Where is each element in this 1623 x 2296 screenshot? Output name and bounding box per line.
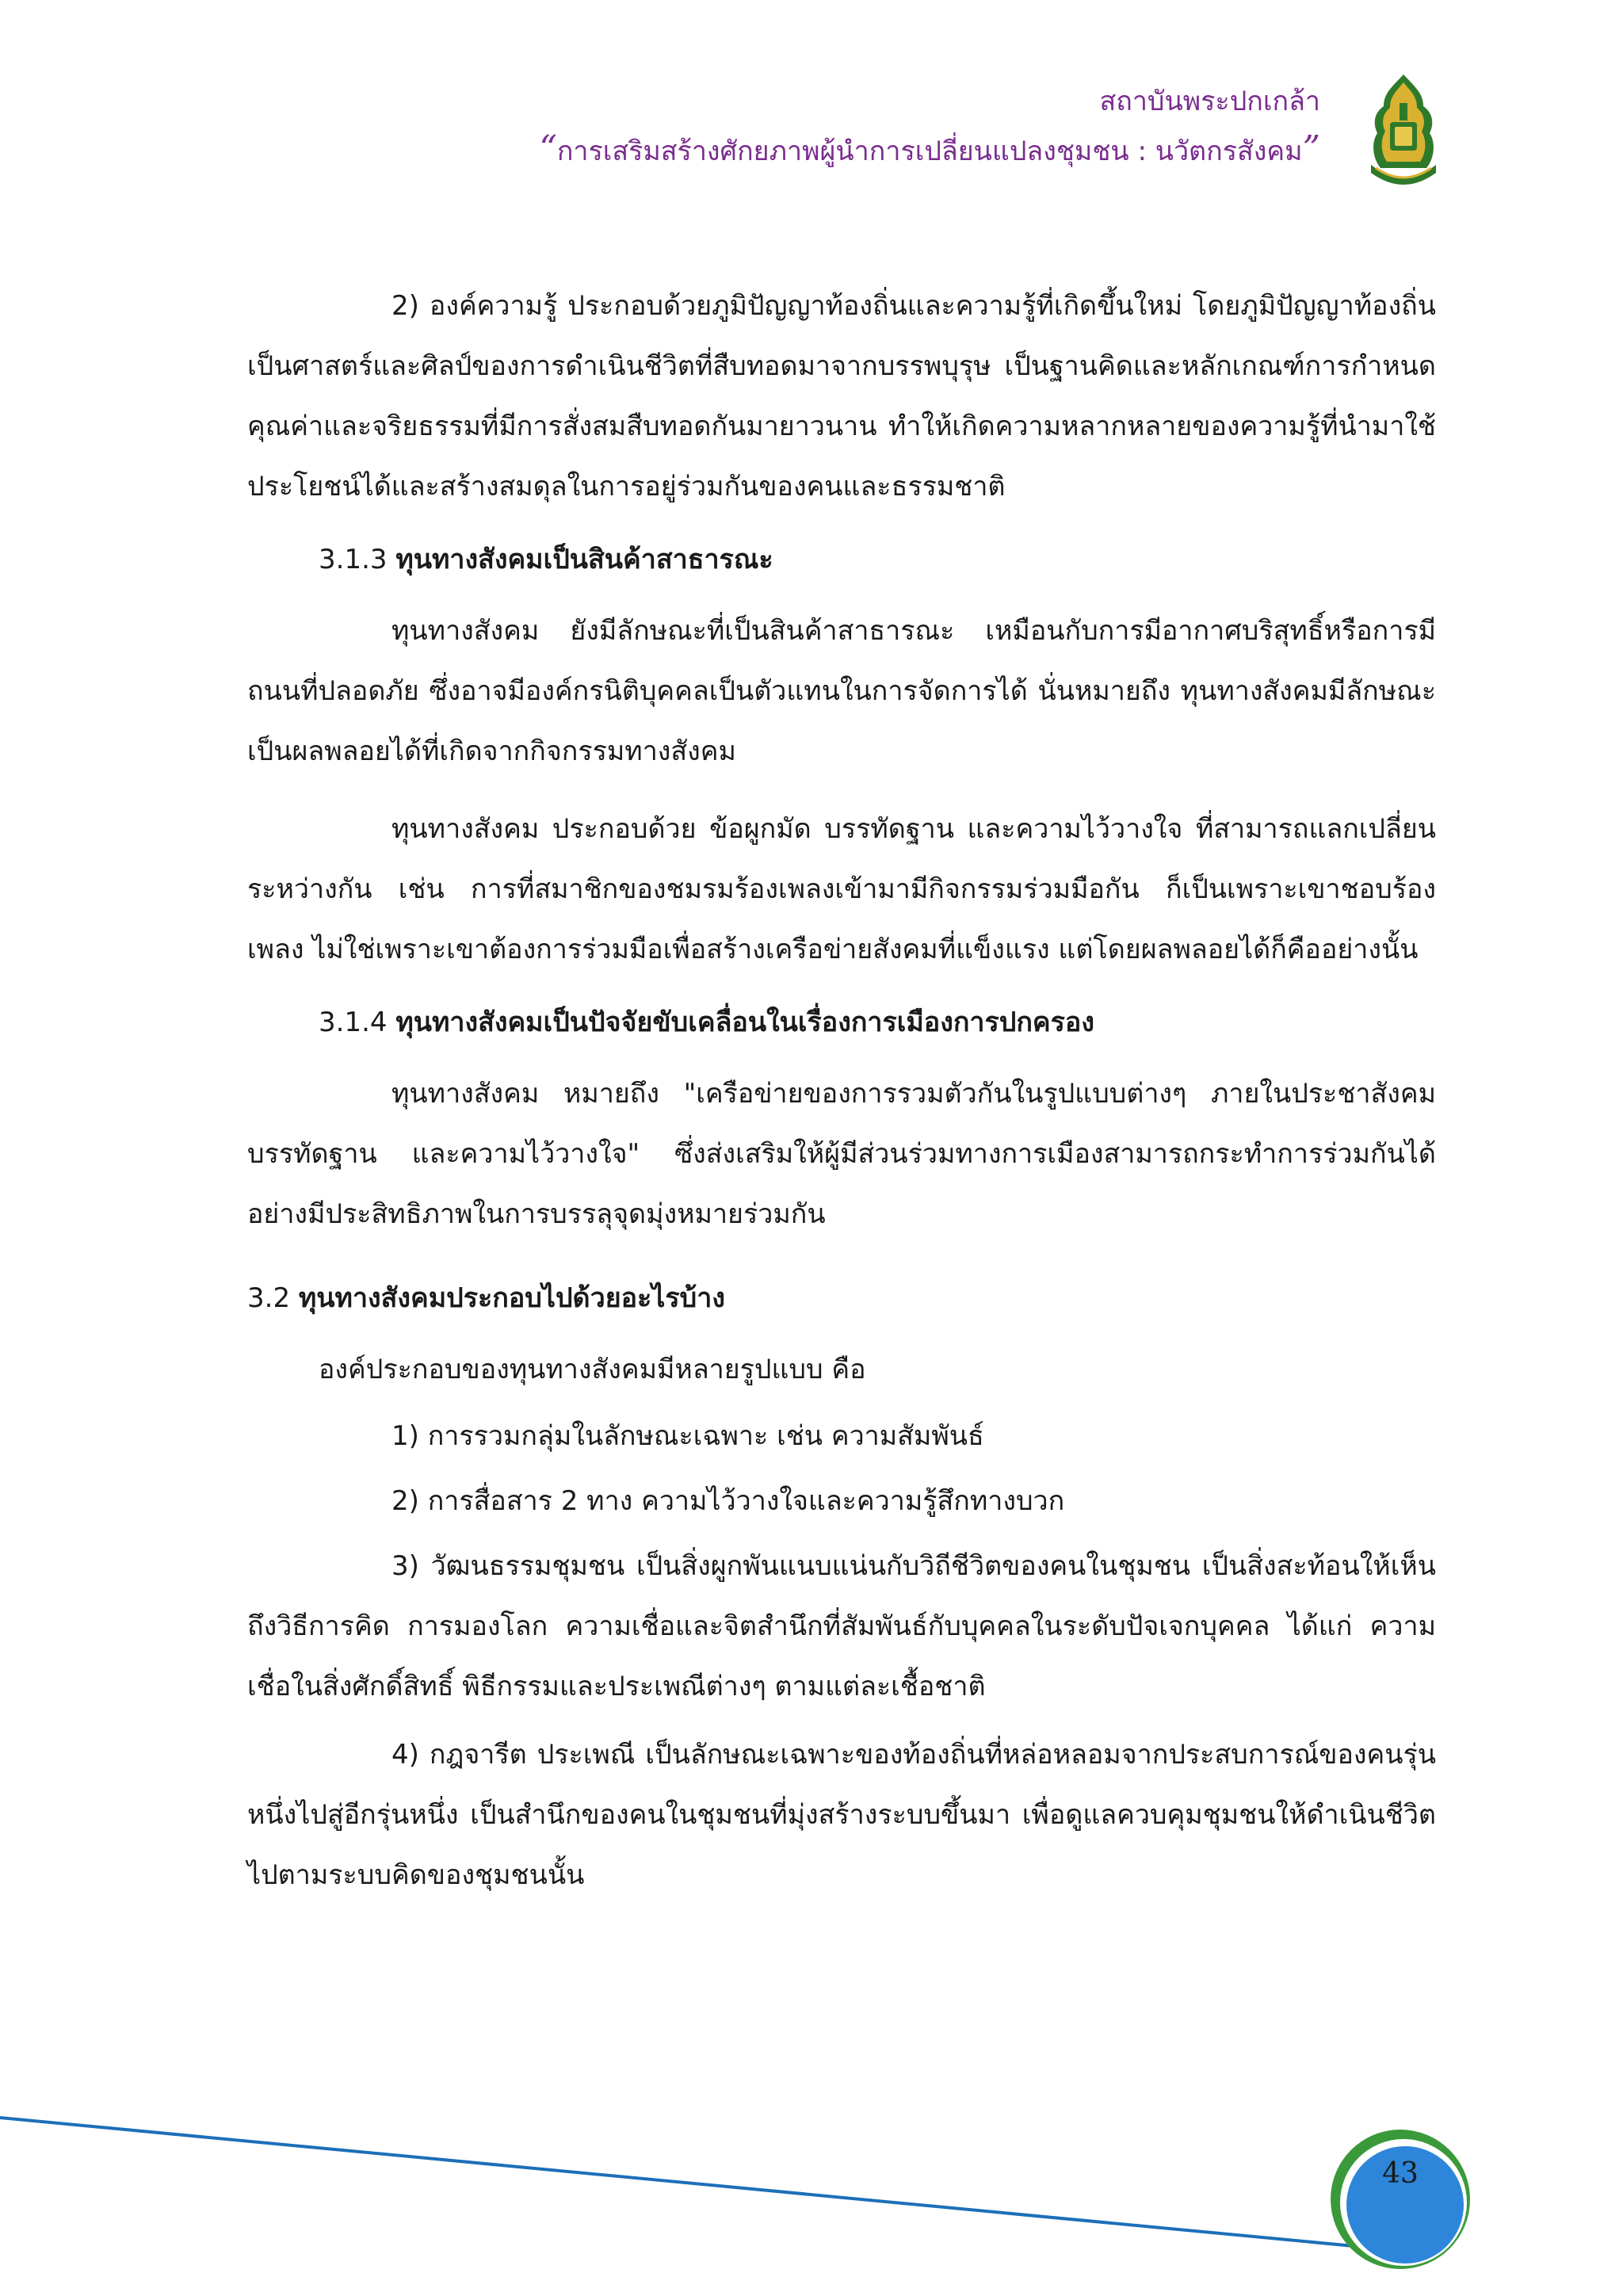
document-title-text: การเสริมสร้างศักยภาพผู้นำการเปลี่ยนแปลงชุมชน : นวัตกรสังคม [556,136,1303,167]
close-quote: ” [1302,128,1320,169]
document-title [539,128,1320,172]
heading-3-1-4 [319,992,1436,1052]
institute-seal-icon [1360,71,1447,190]
heading-3-2-number: 3.2 [247,1282,291,1314]
page-body [247,276,1436,1905]
list-item-3: 3) วัฒนธรรมชุมชน เป็นสิ่งผูกพันแนบแน่นกับวิถีชีวิตของคนในชุมชน เป็นสิ่งสะท้อนให้เห็นถึงวิธีการคิด การมองโลก ความเชื่อและจิตสำนึกที่สัมพันธ์กับบุคคลในระดับปัจเจกบุคคล ได้แก่ ความเชื่อในสิ่งศักดิ์สิทธิ์ พิธีกรรมและประเพณีต่างๆ ตามแต่ละเชื้อชาติ [247,1550,1436,1702]
paragraph-3-1-4: ทุนทางสังคม หมายถึง "เครือข่ายของการรวมตัวกันในรูปแบบต่างๆ ภายในประชาสังคม บรรทัดฐาน และความไว้วางใจ" ซึ่งส่งเสริมให้ผู้มีส่วนร่วมทางการเมืองสามารถกระทำการร่วมกันได้อย่างมีประสิทธิภาพในการบรรลุจุดมุ่งหมายร่วมกัน [247,1078,1436,1230]
heading-3-1-3-text: ทุนทางสังคมเป็นสินค้าสาธารณะ [395,544,773,575]
heading-3-1-3-number: 3.1.3 [319,544,388,575]
list-item-2: 2) การสื่อสาร 2 ทาง ความไว้วางใจและความรู้สึกทางบวก [391,1485,1065,1517]
paragraph-knowledge: 2) องค์ความรู้ ประกอบด้วยภูมิปัญญาท้องถิ่นและความรู้ที่เกิดขึ้นใหม่ โดยภูมิปัญญาท้องถิ่น เป็นศาสตร์และศิลป์ของการดำเนินชีวิตที่สืบทอดมาจากบรรพบุรุษ เป็นฐานคิดและหลักเกณฑ์การกำหนดคุณค่าและจริยธรรมที่มีการสั่งสมสืบทอดกันมายาวนาน ทำให้เกิดความหลากหลายของความรู้ที่นำมาใช้ประโยชน์ได้และสร้างสมดุลในการอยู่ร่วมกันของคนและธรรมชาติ [247,290,1436,502]
paragraph-3-1-3-b: ทุนทางสังคม ประกอบด้วย ข้อผูกมัด บรรทัดฐาน และความไว้วางใจ ที่สามารถแลกเปลี่ยนระหว่างกัน เช่น การที่สมาชิกของชมรมร้องเพลงเข้ามามีกิจกรรมร่วมมือกัน ก็เป็นเพราะเขาชอบร้องเพลง ไม่ใช่เพราะเขาต้องการร่วมมือเพื่อสร้างเครือข่ายสังคมที่แข็งแรง แต่โดยผลพลอยได้ก็คืออย่างนั้น [247,813,1436,965]
lead-3-2: องค์ประกอบของทุนทางสังคมมีหลายรูปแบบ คือ [319,1354,866,1385]
footer-decoration [0,2092,1623,2296]
paragraph-3-1-3-a: ทุนทางสังคม ยังมีลักษณะที่เป็นสินค้าสาธารณะ เหมือนกับการมีอากาศบริสุทธิ์หรือการมีถนนที่ปลอดภัย ซึ่งอาจมีองค์กรนิติบุคคลเป็นตัวแทนในการจัดการได้ นั่นหมายถึง ทุนทางสังคมมีลักษณะเป็นผลพลอยได้ที่เกิดจากกิจกรรมทางสังคม [247,615,1436,767]
page-header [0,0,1623,214]
heading-3-2-text: ทุนทางสังคมประกอบไปด้วยอะไรบ้าง [298,1282,725,1314]
heading-3-1-4-number: 3.1.4 [319,1007,388,1038]
heading-3-1-4-text: ทุนทางสังคมเป็นปัจจัยขับเคลื่อนในเรื่องการเมืองการปกครอง [395,1007,1094,1038]
list-item-4: 4) กฎจารีต ประเพณี เป็นลักษณะเฉพาะของท้องถิ่นที่หล่อหลอมจากประสบการณ์ของคนรุ่นหนึ่งไปสู่อีกรุ่นหนึ่ง เป็นสำนึกของคนในชุมชนที่มุ่งสร้างระบบขึ้นมา เพื่อดูแลควบคุมชุมชนให้ดำเนินชีวิตไปตามระบบคิดของชุมชนนั้น [247,1739,1436,1891]
page-number: 43 [1382,2157,1419,2190]
list-item-1: 1) การรวมกลุ่มในลักษณะเฉพาะ เช่น ความสัมพันธ์ [391,1420,984,1452]
institute-name: สถาบันพระปกเกล้า [1099,86,1320,117]
heading-3-1-3 [319,529,1436,590]
heading-3-2 [247,1268,1436,1328]
open-quote: “ [539,128,557,169]
